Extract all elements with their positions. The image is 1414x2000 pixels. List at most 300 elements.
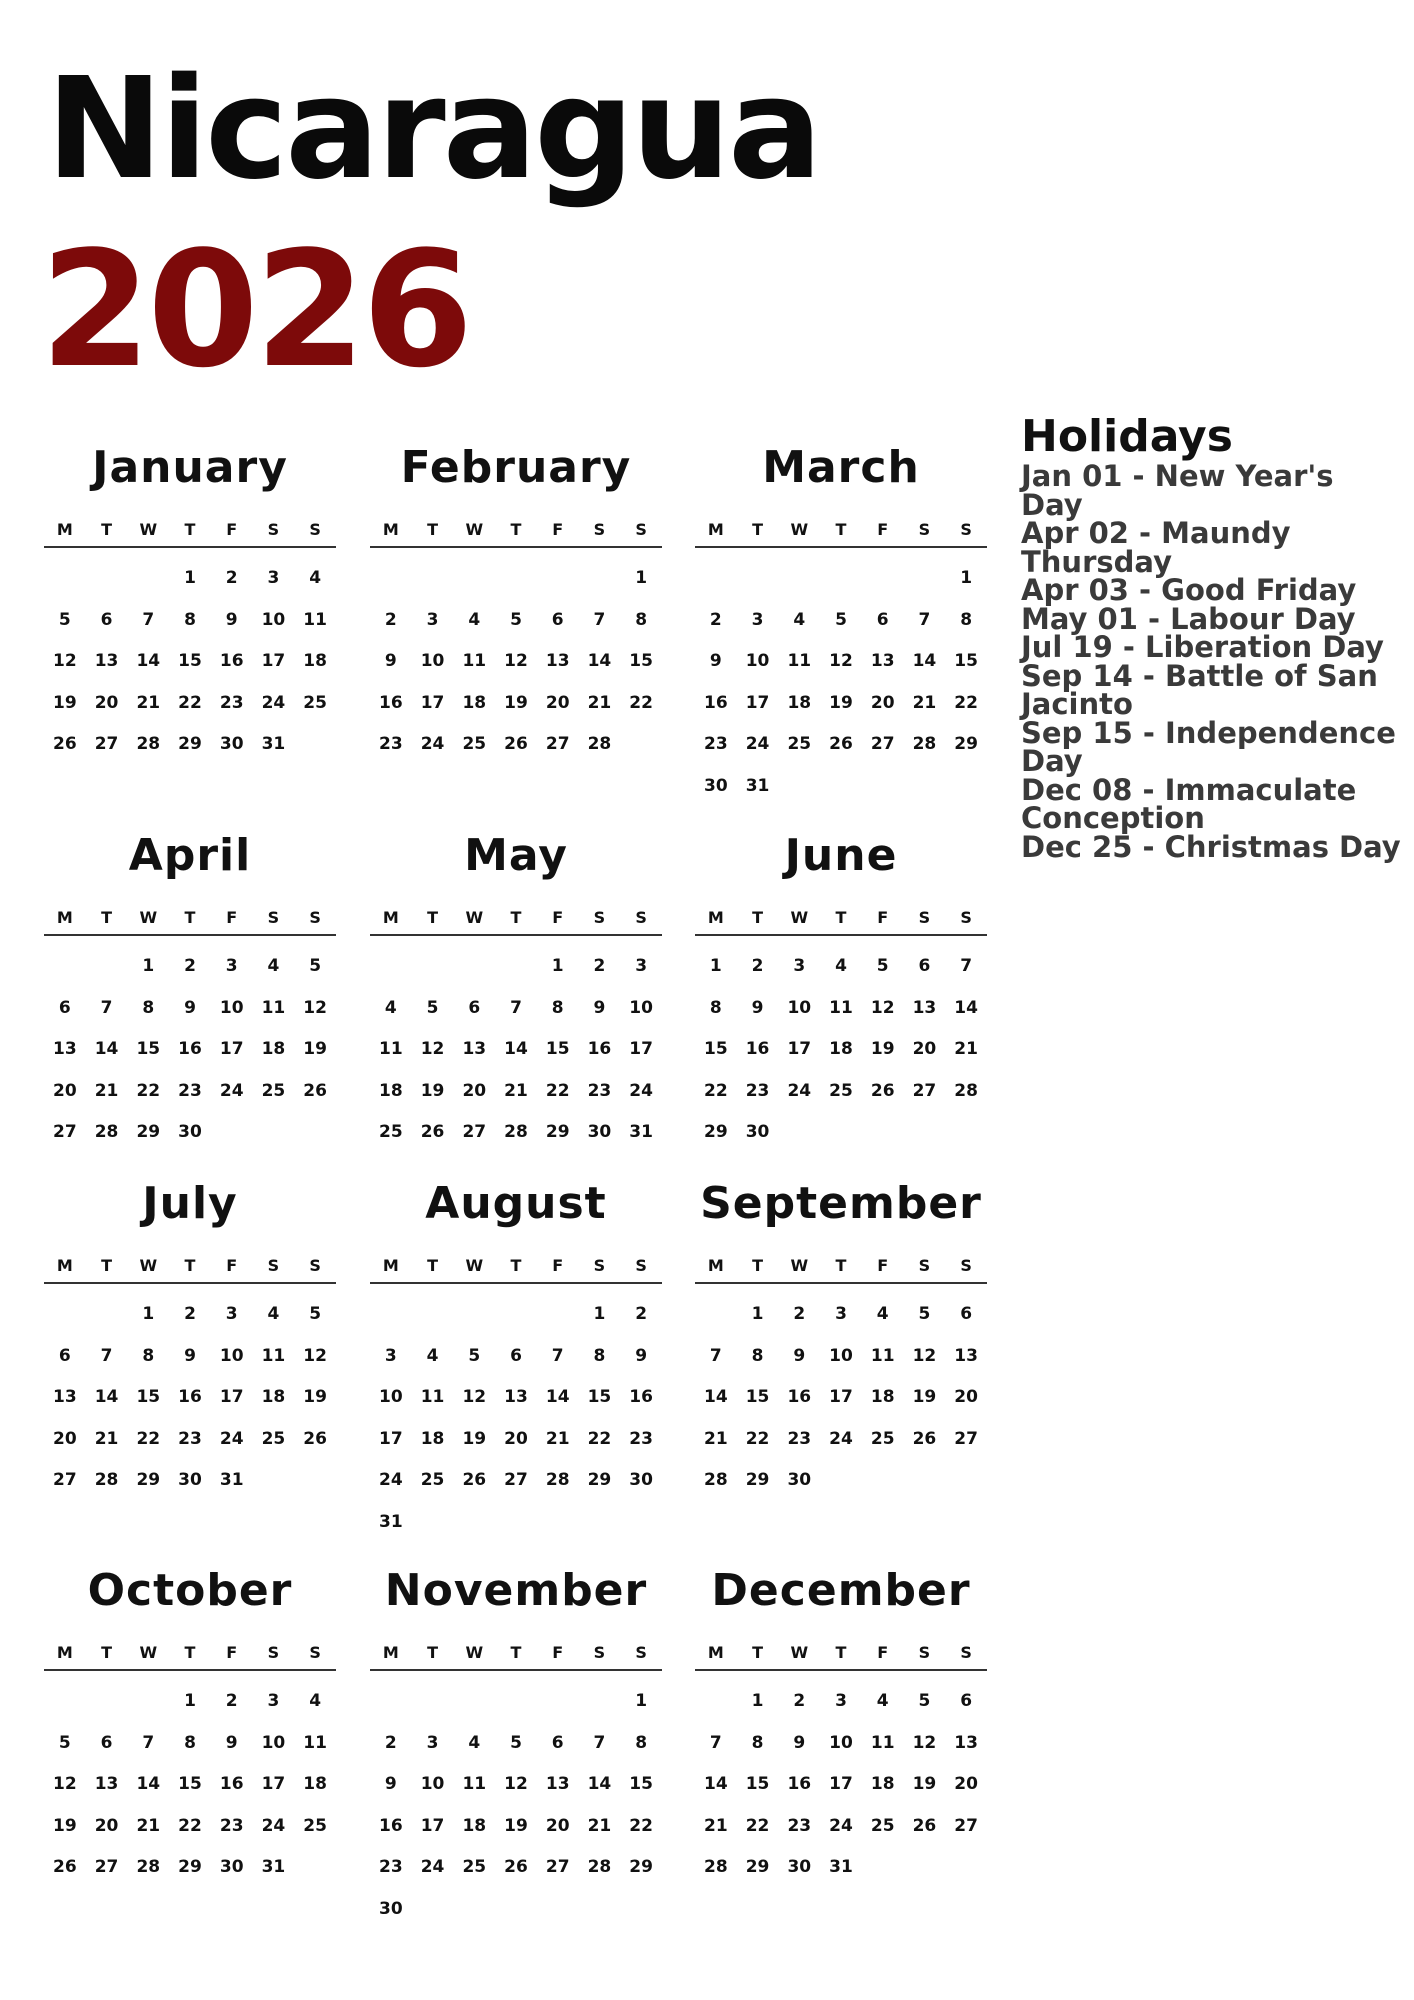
day-cell: 10 <box>261 609 286 630</box>
weekday-label: S <box>960 520 972 539</box>
day-cell: 27 <box>53 1122 77 1142</box>
weekday-header <box>695 908 987 936</box>
month-january <box>44 442 336 766</box>
month-june <box>695 830 987 1154</box>
holiday-list <box>1021 459 1401 864</box>
day-cell: 1 <box>751 1691 764 1711</box>
day-cell: 15 <box>136 1039 161 1059</box>
day-cell: 11 <box>261 1345 286 1366</box>
day-cell: 2 <box>384 609 397 630</box>
day-cell: 28 <box>136 1857 161 1877</box>
day-cell: 1 <box>142 1304 155 1324</box>
page-title: Nicaragua <box>46 48 820 211</box>
day-cell: 15 <box>178 1774 202 1794</box>
day-cell: 29 <box>954 734 978 754</box>
day-cell: 25 <box>303 1815 327 1836</box>
day-cell: 2 <box>635 1304 648 1324</box>
day-cell: 29 <box>136 1122 161 1142</box>
day-cell: 16 <box>704 692 728 713</box>
day-cell: 12 <box>870 997 895 1018</box>
day-cell: 4 <box>835 956 847 976</box>
day-cell: 21 <box>94 1080 119 1101</box>
weekday-label: F <box>226 908 238 927</box>
day-cell: 17 <box>261 651 286 671</box>
day-cell: 29 <box>587 1470 612 1490</box>
day-cell: 23 <box>178 1428 202 1449</box>
weekday-label: T <box>184 1643 196 1662</box>
day-cell: 8 <box>184 609 196 630</box>
day-cell: 29 <box>745 1857 770 1877</box>
day-cell: 19 <box>912 1774 937 1794</box>
weekday-label: W <box>139 1643 158 1662</box>
weekday-label: S <box>309 1643 321 1662</box>
month-name: August <box>425 1178 607 1229</box>
empty-cell <box>537 1294 579 1336</box>
day-cell: 5 <box>510 609 522 630</box>
day-cell: 6 <box>100 609 113 630</box>
day-cell: 24 <box>829 1428 853 1449</box>
day-cell: 20 <box>954 1387 978 1407</box>
day-cell: 26 <box>870 1080 895 1101</box>
day-cell: 28 <box>545 1470 570 1490</box>
day-cell: 4 <box>793 609 806 630</box>
day-cell: 4 <box>309 1691 322 1711</box>
day-cell: 15 <box>954 651 978 671</box>
day-cell: 26 <box>53 734 77 754</box>
day-cell: 30 <box>787 1857 812 1877</box>
day-cell: 27 <box>954 1428 978 1449</box>
day-cell: 13 <box>870 651 895 671</box>
empty-cell <box>412 1681 454 1723</box>
day-cell: 24 <box>261 1815 286 1836</box>
day-cell: 14 <box>587 1774 612 1794</box>
day-cell: 9 <box>793 1345 806 1366</box>
day-cell: 23 <box>219 1815 244 1836</box>
day-cell: 4 <box>876 1304 889 1324</box>
weekday-label: M <box>382 908 399 927</box>
weekday-label: W <box>465 908 484 927</box>
empty-cell <box>412 1294 454 1336</box>
day-cell: 25 <box>462 734 487 754</box>
day-cell: 4 <box>384 997 397 1018</box>
day-cell: 20 <box>545 1815 570 1836</box>
day-cell: 18 <box>870 1387 895 1407</box>
day-cell: 6 <box>960 1304 973 1324</box>
empty-cell <box>44 1294 86 1336</box>
day-cell: 12 <box>53 651 77 671</box>
day-cell: 4 <box>426 1345 439 1366</box>
day-cell: 18 <box>829 1039 853 1059</box>
day-cell: 4 <box>468 609 481 630</box>
empty-cell <box>537 1681 579 1723</box>
day-cell: 8 <box>635 609 648 630</box>
day-grid <box>695 1681 987 1889</box>
month-december <box>695 1565 987 1889</box>
day-cell: 6 <box>918 956 931 976</box>
weekday-label: M <box>707 1643 724 1662</box>
day-cell: 11 <box>829 997 853 1018</box>
day-cell: 30 <box>629 1470 653 1490</box>
day-cell: 27 <box>504 1470 528 1490</box>
weekday-label: F <box>226 1256 238 1275</box>
day-cell: 17 <box>219 1387 244 1407</box>
holiday-item: Jul 19 - Liberation Day <box>1021 630 1384 664</box>
weekday-label: S <box>267 908 280 927</box>
weekday-label: T <box>184 908 196 927</box>
empty-cell <box>86 558 128 600</box>
weekday-label: T <box>427 908 439 927</box>
empty-cell <box>453 1681 495 1723</box>
day-cell: 21 <box>587 1815 612 1836</box>
weekday-label: M <box>382 520 399 539</box>
weekday-label: S <box>960 1256 972 1275</box>
day-cell: 26 <box>303 1080 327 1101</box>
month-april <box>44 830 336 1154</box>
weekday-label: S <box>593 908 606 927</box>
day-cell: 28 <box>912 734 937 754</box>
day-cell: 25 <box>420 1470 445 1490</box>
day-cell: 23 <box>219 692 244 713</box>
day-cell: 22 <box>545 1080 570 1101</box>
day-cell: 8 <box>635 1732 648 1753</box>
holiday-item: Dec 25 - Christmas Day <box>1021 829 1401 864</box>
day-cell: 22 <box>745 1428 770 1449</box>
day-cell: 26 <box>53 1857 77 1877</box>
day-cell: 10 <box>829 1732 853 1753</box>
day-cell: 2 <box>184 1304 196 1324</box>
weekday-header <box>370 1256 662 1284</box>
day-cell: 7 <box>960 956 973 976</box>
day-cell: 16 <box>379 692 403 713</box>
day-cell: 14 <box>704 1774 728 1794</box>
day-cell: 29 <box>704 1122 728 1142</box>
weekday-label: W <box>790 1643 809 1662</box>
day-cell: 17 <box>219 1039 244 1059</box>
day-cell: 1 <box>551 956 564 976</box>
day-cell: 5 <box>426 997 439 1018</box>
day-cell: 4 <box>267 1304 280 1324</box>
day-cell: 22 <box>629 692 653 713</box>
day-cell: 15 <box>545 1039 570 1059</box>
day-cell: 8 <box>960 609 973 630</box>
day-cell: 16 <box>629 1387 653 1407</box>
weekday-label: S <box>309 520 321 539</box>
day-cell: 20 <box>53 1428 77 1449</box>
day-cell: 11 <box>462 651 487 671</box>
day-cell: 12 <box>504 1774 528 1794</box>
empty-cell <box>44 946 86 988</box>
day-cell: 9 <box>751 997 764 1018</box>
weekday-label: T <box>427 1643 439 1662</box>
day-cell: 7 <box>551 1345 564 1366</box>
weekday-label: S <box>960 1643 972 1662</box>
empty-cell <box>412 946 454 988</box>
day-cell: 27 <box>545 1857 570 1877</box>
day-cell: 13 <box>462 1039 487 1059</box>
day-cell: 13 <box>545 1774 570 1794</box>
day-cell: 31 <box>379 1511 403 1532</box>
weekday-header <box>44 908 336 936</box>
day-cell: 7 <box>142 1732 155 1753</box>
day-grid <box>370 1681 662 1930</box>
day-cell: 16 <box>219 651 244 671</box>
weekday-label: S <box>635 1643 647 1662</box>
day-cell: 28 <box>136 734 161 754</box>
day-cell: 5 <box>876 956 889 976</box>
empty-cell <box>127 1681 169 1723</box>
day-cell: 4 <box>267 956 280 976</box>
empty-cell <box>86 1681 128 1723</box>
day-cell: 2 <box>709 609 722 630</box>
day-cell: 29 <box>745 1470 770 1490</box>
weekday-label: F <box>226 520 238 539</box>
month-march <box>695 442 987 807</box>
weekday-label: T <box>510 1256 522 1275</box>
day-grid <box>695 946 987 1154</box>
day-cell: 25 <box>870 1428 895 1449</box>
month-name: December <box>711 1565 971 1616</box>
empty-cell <box>537 558 579 600</box>
day-cell: 21 <box>545 1428 570 1449</box>
weekday-label: S <box>918 908 931 927</box>
day-cell: 12 <box>462 1387 487 1407</box>
day-grid <box>695 1294 987 1502</box>
empty-cell <box>370 946 412 988</box>
day-cell: 23 <box>704 734 728 754</box>
day-cell: 21 <box>954 1039 978 1059</box>
day-cell: 25 <box>829 1080 853 1101</box>
day-cell: 5 <box>468 1345 481 1366</box>
day-cell: 16 <box>587 1039 612 1059</box>
day-cell: 25 <box>303 692 327 713</box>
day-cell: 31 <box>829 1857 853 1877</box>
day-cell: 8 <box>751 1732 764 1753</box>
day-cell: 25 <box>462 1857 487 1877</box>
day-cell: 22 <box>136 1428 161 1449</box>
day-cell: 12 <box>912 1732 937 1753</box>
day-cell: 3 <box>384 1345 397 1366</box>
weekday-label: S <box>267 520 280 539</box>
day-cell: 7 <box>142 609 155 630</box>
day-cell: 8 <box>142 1345 155 1366</box>
day-cell: 16 <box>787 1387 812 1407</box>
month-august <box>370 1178 662 1543</box>
day-cell: 9 <box>793 1732 806 1753</box>
weekday-label: M <box>56 520 73 539</box>
day-cell: 10 <box>629 997 653 1018</box>
day-cell: 23 <box>745 1080 770 1101</box>
day-cell: 22 <box>136 1080 161 1101</box>
day-cell: 10 <box>219 997 244 1018</box>
month-may <box>370 830 662 1154</box>
day-cell: 29 <box>178 1857 202 1877</box>
holidays-title: Holidays <box>1021 411 1233 462</box>
weekday-label: W <box>465 520 484 539</box>
day-cell: 9 <box>184 997 196 1018</box>
empty-cell <box>495 946 537 988</box>
weekday-label: T <box>184 1256 196 1275</box>
day-cell: 8 <box>593 1345 606 1366</box>
day-cell: 3 <box>751 609 764 630</box>
day-cell: 5 <box>309 956 322 976</box>
weekday-label: T <box>752 520 764 539</box>
empty-cell <box>579 1681 621 1723</box>
day-cell: 26 <box>912 1428 937 1449</box>
weekday-label: F <box>877 1643 889 1662</box>
weekday-header <box>370 908 662 936</box>
day-cell: 3 <box>635 956 648 976</box>
holiday-item: Apr 03 - Good Friday <box>1021 573 1357 607</box>
weekday-label: T <box>510 520 522 539</box>
day-cell: 14 <box>94 1039 119 1059</box>
day-cell: 17 <box>420 1815 445 1836</box>
day-cell: 9 <box>709 651 722 671</box>
day-cell: 29 <box>545 1122 570 1142</box>
day-cell: 31 <box>261 1857 286 1877</box>
day-cell: 3 <box>426 1732 439 1753</box>
day-cell: 24 <box>787 1080 812 1101</box>
day-cell: 4 <box>309 568 322 588</box>
empty-cell <box>495 1681 537 1723</box>
day-cell: 10 <box>829 1345 853 1366</box>
day-cell: 12 <box>303 997 327 1018</box>
weekday-label: W <box>139 520 158 539</box>
empty-cell <box>737 558 779 600</box>
day-cell: 10 <box>379 1387 403 1407</box>
empty-cell <box>695 1294 737 1336</box>
day-cell: 7 <box>709 1345 722 1366</box>
day-cell: 27 <box>462 1122 487 1142</box>
day-cell: 1 <box>960 568 973 588</box>
day-cell: 2 <box>751 956 764 976</box>
day-cell: 22 <box>629 1815 653 1836</box>
day-cell: 21 <box>587 692 612 713</box>
day-cell: 25 <box>261 1080 286 1101</box>
day-cell: 20 <box>504 1428 528 1449</box>
day-cell: 21 <box>912 692 937 713</box>
weekday-label: F <box>226 1643 238 1662</box>
day-cell: 31 <box>629 1122 653 1142</box>
day-cell: 8 <box>184 1732 196 1753</box>
day-cell: 28 <box>587 1857 612 1877</box>
day-cell: 1 <box>593 1304 606 1324</box>
day-cell: 6 <box>551 609 564 630</box>
day-cell: 10 <box>787 997 812 1018</box>
day-cell: 1 <box>142 956 155 976</box>
day-cell: 18 <box>261 1039 286 1059</box>
day-cell: 3 <box>225 956 238 976</box>
empty-cell <box>453 1294 495 1336</box>
weekday-label: T <box>101 520 113 539</box>
day-cell: 30 <box>219 734 244 754</box>
day-cell: 30 <box>178 1470 202 1490</box>
day-cell: 12 <box>829 651 853 671</box>
day-cell: 16 <box>745 1039 770 1059</box>
empty-cell <box>370 558 412 600</box>
weekday-label: F <box>877 520 889 539</box>
weekday-label: T <box>184 520 196 539</box>
day-cell: 12 <box>504 651 528 671</box>
day-cell: 13 <box>545 651 570 671</box>
day-cell: 15 <box>587 1387 612 1407</box>
day-cell: 24 <box>261 692 286 713</box>
day-cell: 1 <box>751 1304 764 1324</box>
day-cell: 19 <box>912 1387 937 1407</box>
day-cell: 14 <box>912 651 937 671</box>
weekday-label: F <box>552 1643 564 1662</box>
day-cell: 22 <box>704 1080 728 1101</box>
weekday-header <box>695 520 987 548</box>
day-cell: 27 <box>94 1857 119 1877</box>
day-cell: 31 <box>261 734 286 754</box>
month-name: February <box>400 442 632 493</box>
day-cell: 11 <box>787 651 812 671</box>
day-cell: 17 <box>379 1428 403 1449</box>
day-cell: 9 <box>225 609 238 630</box>
day-cell: 23 <box>587 1080 612 1101</box>
day-cell: 9 <box>184 1345 196 1366</box>
day-cell: 9 <box>225 1732 238 1753</box>
day-cell: 14 <box>136 651 161 671</box>
day-cell: 10 <box>420 1774 445 1794</box>
month-name: June <box>784 830 898 881</box>
day-cell: 17 <box>629 1039 653 1059</box>
weekday-label: S <box>267 1256 280 1275</box>
month-name: September <box>700 1178 982 1229</box>
day-cell: 21 <box>704 1815 728 1836</box>
day-cell: 15 <box>745 1387 770 1407</box>
day-cell: 6 <box>551 1732 564 1753</box>
day-cell: 30 <box>379 1898 403 1919</box>
day-cell: 14 <box>545 1387 570 1407</box>
weekday-label: M <box>707 1256 724 1275</box>
day-cell: 7 <box>709 1732 722 1753</box>
day-cell: 2 <box>593 956 606 976</box>
day-cell: 19 <box>504 1815 528 1836</box>
day-cell: 24 <box>379 1470 403 1490</box>
day-cell: 12 <box>303 1345 327 1366</box>
day-cell: 13 <box>94 1774 119 1794</box>
day-cell: 23 <box>379 734 403 754</box>
day-cell: 25 <box>261 1428 286 1449</box>
day-cell: 25 <box>870 1815 895 1836</box>
day-cell: 8 <box>551 997 564 1018</box>
empty-cell <box>579 558 621 600</box>
weekday-label: W <box>790 1256 809 1275</box>
day-cell: 5 <box>58 609 71 630</box>
holiday-item: Apr 02 - Maundy Thursday <box>1021 516 1291 579</box>
day-cell: 28 <box>587 734 612 754</box>
day-cell: 11 <box>379 1039 403 1059</box>
day-cell: 1 <box>184 568 196 588</box>
day-cell: 28 <box>94 1470 119 1490</box>
day-cell: 19 <box>53 692 77 713</box>
day-cell: 17 <box>829 1774 853 1794</box>
day-cell: 29 <box>629 1857 653 1877</box>
day-cell: 5 <box>309 1304 322 1324</box>
weekday-label: T <box>510 908 522 927</box>
day-cell: 21 <box>94 1428 119 1449</box>
day-cell: 25 <box>787 734 812 754</box>
day-cell: 24 <box>829 1815 853 1836</box>
day-cell: 3 <box>426 609 439 630</box>
day-cell: 28 <box>504 1122 528 1142</box>
day-cell: 22 <box>178 1815 202 1836</box>
day-cell: 27 <box>53 1470 77 1490</box>
day-cell: 2 <box>384 1732 397 1753</box>
weekday-label: W <box>790 520 809 539</box>
day-cell: 20 <box>94 1815 119 1836</box>
